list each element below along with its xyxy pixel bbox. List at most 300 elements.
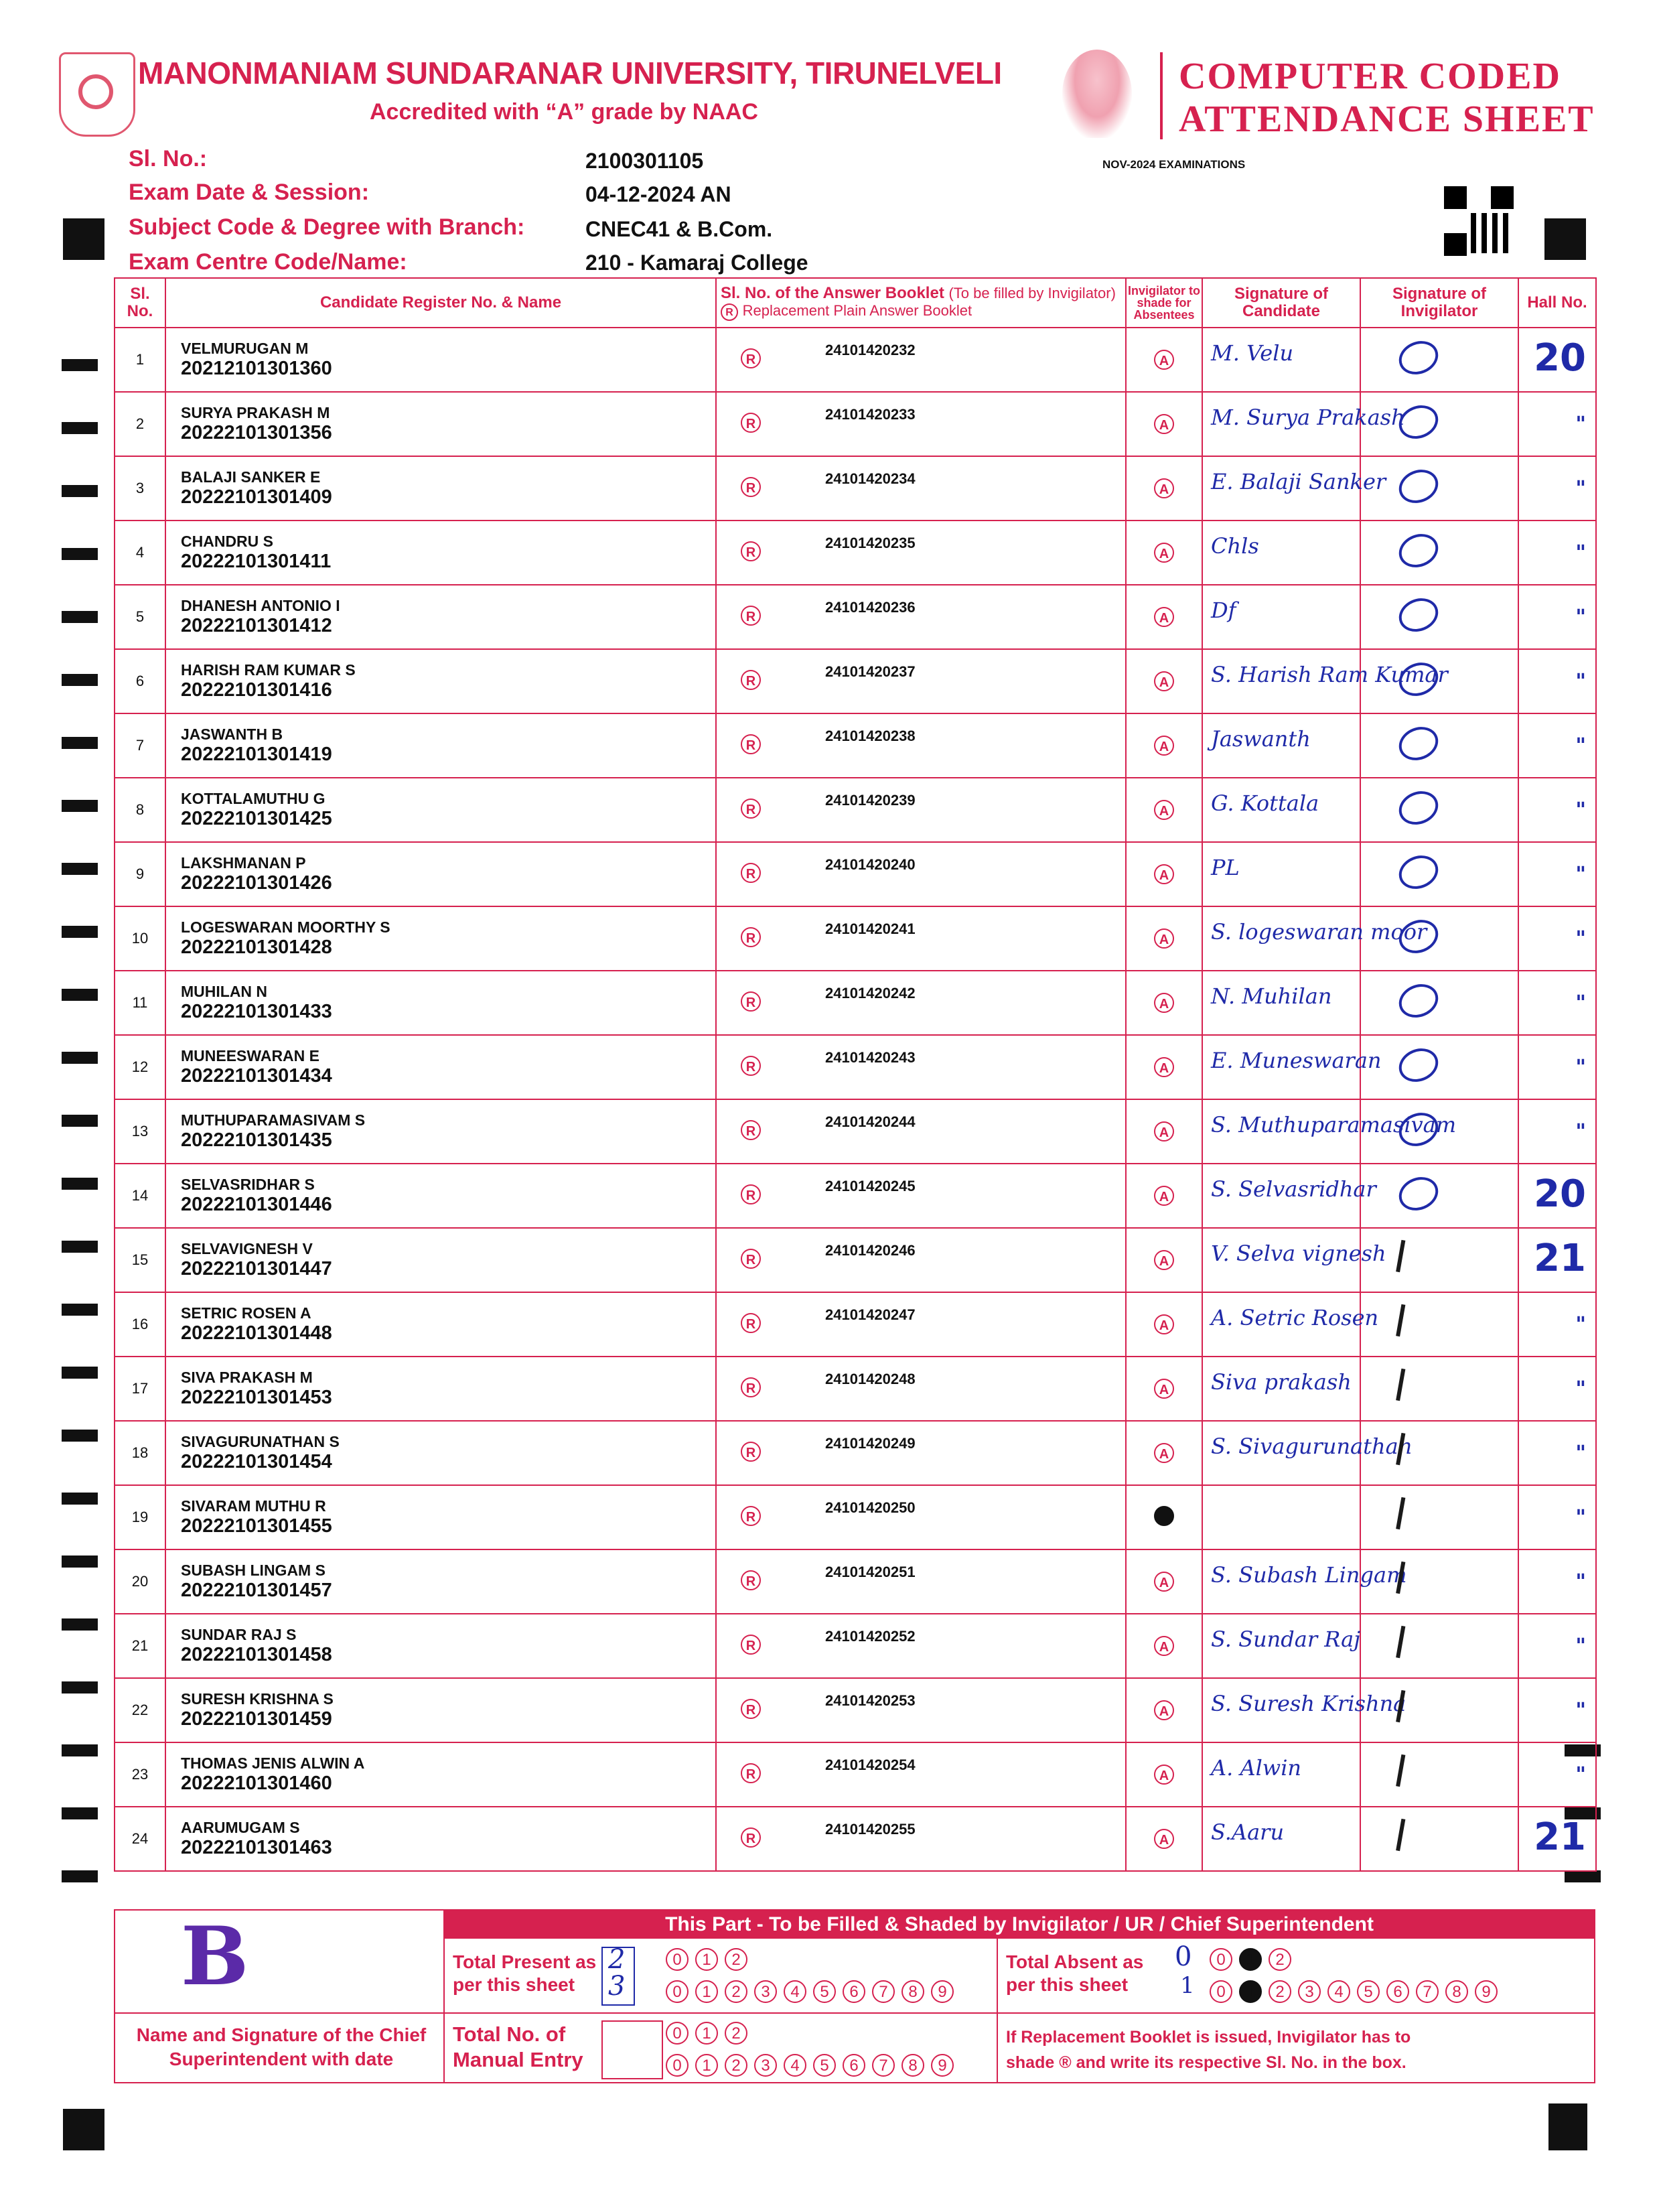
booklet-cell[interactable]	[716, 456, 1126, 521]
candidate-signature-cell[interactable]	[1202, 1549, 1407, 1614]
absent-a-icon[interactable]: A	[1154, 478, 1174, 498]
hall-cell[interactable]	[1518, 1807, 1596, 1871]
invigilator-signature-cell[interactable]	[1360, 1292, 1518, 1357]
hall-cell[interactable]	[1518, 1485, 1596, 1549]
invigilator-signature-cell[interactable]	[1360, 649, 1518, 713]
digit-bubble[interactable]: 0	[666, 2054, 689, 2077]
row-sl-no: 13	[115, 1099, 165, 1164]
booklet-cell[interactable]	[716, 649, 1126, 713]
absent-cell[interactable]	[1126, 1421, 1202, 1485]
absent-cell[interactable]	[1126, 1164, 1202, 1228]
replacement-r-icon[interactable]: R	[741, 1699, 761, 1719]
registration-mark	[1544, 218, 1586, 260]
absent-a-icon[interactable]: A	[1154, 1379, 1174, 1399]
hall-cell[interactable]	[1518, 1228, 1596, 1292]
total-present-label: Total Present as per this sheet	[453, 1951, 597, 1995]
hall-cell[interactable]	[1518, 971, 1596, 1035]
table-row	[115, 713, 1596, 778]
hall-cell[interactable]	[1518, 1099, 1596, 1164]
candidate-signature-cell[interactable]	[1202, 456, 1386, 521]
row-sl-no: 12	[115, 1035, 165, 1099]
booklet-cell[interactable]	[716, 1678, 1126, 1742]
exam-date-label: Exam Date & Session:	[129, 180, 370, 205]
hall-cell[interactable]	[1518, 1549, 1596, 1614]
candidate-name: SURESH KRISHNA S	[181, 1690, 334, 1708]
hall-cell[interactable]	[1518, 1357, 1596, 1421]
candidate-signature-cell[interactable]	[1202, 778, 1360, 842]
absent-a-icon[interactable]: A	[1154, 414, 1174, 434]
invigilator-signature-cell[interactable]	[1360, 1614, 1518, 1678]
invigilator-signature-cell[interactable]	[1360, 1164, 1518, 1228]
digit-bubble[interactable]: 8	[901, 2054, 924, 2077]
replacement-r-icon[interactable]: R	[741, 606, 761, 626]
present-tens-bubbles[interactable]	[666, 1948, 754, 1971]
candidate-signature-cell[interactable]	[1202, 906, 1427, 971]
hall-cell[interactable]	[1518, 1678, 1596, 1742]
booklet-cell[interactable]	[716, 1485, 1126, 1549]
absent-cell[interactable]	[1126, 906, 1202, 971]
invigilator-signature-cell[interactable]	[1360, 1742, 1518, 1807]
row-sl-no: 20	[115, 1549, 165, 1614]
booklet-cell[interactable]	[716, 906, 1126, 971]
candidate-signature-cell[interactable]	[1202, 1357, 1360, 1421]
hall-cell[interactable]	[1518, 1035, 1596, 1099]
booklet-number: 24101420245	[825, 1178, 916, 1194]
candidate-name: MUNEESWARAN E	[181, 1047, 320, 1064]
invigilator-signature-cell[interactable]	[1360, 1485, 1518, 1549]
digit-bubble[interactable]: 0	[1210, 1948, 1232, 1971]
absent-cell[interactable]	[1126, 585, 1202, 649]
digit-bubble[interactable]: 1	[695, 1948, 718, 1971]
university-name: MANONMANIAM SUNDARANAR UNIVERSITY, TIRUNELVELI	[138, 56, 1002, 90]
digit-bubble[interactable]: 9	[1475, 1980, 1498, 2003]
candidate-cell	[165, 1228, 716, 1292]
timing-mark	[62, 1241, 98, 1253]
timing-mark	[62, 674, 98, 686]
absent-cell[interactable]	[1126, 1549, 1202, 1614]
booklet-cell[interactable]	[716, 1099, 1126, 1164]
invigilator-signature-cell[interactable]	[1360, 1035, 1518, 1099]
timing-mark	[62, 800, 98, 812]
table-row	[115, 392, 1596, 456]
candidate-cell	[165, 649, 716, 713]
digit-bubble[interactable]: 2	[1269, 1980, 1291, 2003]
hall-cell[interactable]	[1518, 1164, 1596, 1228]
replacement-note: If Replacement Booklet is issued, Invigilator has to shade ® and write its respective Sl. No. in the box.	[1006, 2028, 1411, 2072]
absent-a-icon[interactable]: A	[1154, 350, 1174, 370]
digit-bubble[interactable]: 1	[1239, 1980, 1262, 2003]
hall-cell[interactable]	[1518, 1614, 1596, 1678]
hall-cell[interactable]	[1518, 778, 1596, 842]
candidate-signature: Jaswanth	[1211, 726, 1311, 752]
absent-a-icon[interactable]: A	[1154, 607, 1174, 627]
candidate-name: KOTTALAMUTHU G	[181, 790, 326, 807]
digit-bubble[interactable]: 9	[931, 2054, 954, 2077]
candidate-register-no: 20222101301425	[181, 808, 332, 829]
invigilator-signature-cell[interactable]	[1360, 1421, 1518, 1485]
booklet-cell[interactable]	[716, 585, 1126, 649]
replacement-r-icon[interactable]: R	[741, 1442, 761, 1462]
candidate-signature-cell[interactable]	[1202, 1035, 1382, 1099]
invigilator-signature-cell[interactable]	[1360, 842, 1518, 906]
absent-a-icon[interactable]: A	[1154, 928, 1174, 949]
timing-mark	[62, 1493, 98, 1505]
candidate-name: SELVAVIGNESH V	[181, 1240, 313, 1257]
absent-cell[interactable]	[1126, 1485, 1202, 1549]
candidate-signature: G. Kottala	[1211, 790, 1319, 816]
absent-cell[interactable]	[1126, 1742, 1202, 1807]
absent-cell[interactable]	[1126, 1807, 1202, 1871]
manual-units-bubbles[interactable]	[666, 2054, 960, 2077]
candidate-cell	[165, 1678, 716, 1742]
table-row	[115, 1678, 1596, 1742]
booklet-number: 24101420250	[825, 1499, 916, 1516]
invigilator-signature-cell[interactable]	[1360, 906, 1518, 971]
present-digit-2: 3	[608, 1971, 626, 2002]
candidate-signature-cell[interactable]	[1202, 1742, 1360, 1807]
invigilator-signature-cell[interactable]	[1360, 1099, 1518, 1164]
candidate-register-no: 20222101301459	[181, 1708, 332, 1730]
hall-cell[interactable]	[1518, 328, 1596, 392]
table-row	[115, 1164, 1596, 1228]
candidate-register-no: 20222101301457	[181, 1580, 332, 1601]
candidate-signature-cell[interactable]	[1202, 713, 1360, 778]
candidate-signature-cell[interactable]	[1202, 1292, 1379, 1357]
table-row	[115, 1421, 1596, 1485]
absent-cell[interactable]	[1126, 1678, 1202, 1742]
absent-a-icon[interactable]: A	[1154, 1572, 1174, 1592]
digit-bubble[interactable]: 2	[725, 1980, 747, 2003]
hall-cell[interactable]	[1518, 713, 1596, 778]
booklet-number: 24101420232	[825, 342, 916, 358]
candidate-cell	[165, 713, 716, 778]
candidate-register-no: 20222101301460	[181, 1773, 332, 1794]
invigilator-signature-cell[interactable]	[1360, 1678, 1518, 1742]
absent-a-icon[interactable]: A	[1154, 1700, 1174, 1720]
digit-bubble[interactable]: 2	[1269, 1948, 1291, 1971]
table-row	[115, 971, 1596, 1035]
candidate-signature: S. Suresh Krishna	[1211, 1691, 1406, 1716]
candidate-register-no: 20222101301411	[181, 551, 332, 572]
centre-label: Exam Centre Code/Name:	[129, 249, 407, 275]
booklet-number: 24101420239	[825, 792, 916, 809]
replacement-r-icon[interactable]: R	[741, 1763, 761, 1783]
booklet-number: 24101420251	[825, 1564, 916, 1580]
replacement-r-icon[interactable]: R	[741, 1377, 761, 1397]
absent-cell[interactable]	[1126, 456, 1202, 521]
candidate-signature-cell[interactable]	[1202, 521, 1360, 585]
digit-bubble[interactable]: 1	[1239, 1948, 1262, 1971]
table-row	[115, 1549, 1596, 1614]
invigilator-signature-cell[interactable]	[1360, 585, 1518, 649]
candidate-signature-cell[interactable]	[1202, 649, 1448, 713]
candidate-signature-cell[interactable]	[1202, 392, 1405, 456]
candidate-signature-cell[interactable]	[1202, 1807, 1360, 1871]
invigilator-signature-cell[interactable]	[1360, 521, 1518, 585]
invigilator-signature-cell[interactable]	[1360, 456, 1518, 521]
row-sl-no: 16	[115, 1292, 165, 1357]
booklet-cell[interactable]	[716, 1742, 1126, 1807]
hall-cell[interactable]	[1518, 1421, 1596, 1485]
digit-bubble[interactable]: 6	[843, 2054, 865, 2077]
absent-cell[interactable]	[1126, 842, 1202, 906]
timing-mark	[62, 548, 98, 560]
absent-a-icon[interactable]: A	[1154, 1765, 1174, 1785]
digit-bubble[interactable]: 0	[666, 1980, 689, 2003]
absent-tens-bubbles[interactable]	[1210, 1948, 1298, 1971]
absent-cell[interactable]	[1126, 328, 1202, 392]
digit-bubble[interactable]: 0	[666, 1948, 689, 1971]
divider	[443, 2012, 1595, 2014]
hall-cell[interactable]	[1518, 1742, 1596, 1807]
table-row	[115, 585, 1596, 649]
digit-bubble[interactable]: 2	[725, 2022, 747, 2045]
booklet-cell[interactable]	[716, 328, 1126, 392]
header-divider	[1160, 52, 1163, 139]
digit-bubble[interactable]: 4	[1327, 1980, 1350, 2003]
timing-mark	[62, 1178, 98, 1190]
absent-cell[interactable]	[1126, 713, 1202, 778]
absent-a-icon[interactable]: A	[1154, 993, 1174, 1013]
booklet-cell[interactable]	[716, 842, 1126, 906]
booklet-cell[interactable]	[716, 1292, 1126, 1357]
invigilator-signature-image	[1396, 1304, 1428, 1340]
absent-a-icon[interactable]: A	[1154, 543, 1174, 563]
invigilator-signature-cell[interactable]	[1360, 392, 1518, 456]
booklet-number: 24101420254	[825, 1756, 916, 1773]
digit-bubble[interactable]: 7	[872, 2054, 895, 2077]
replacement-r-icon[interactable]: R	[741, 1056, 761, 1076]
absent-a-icon[interactable]: A	[1154, 800, 1174, 820]
candidate-signature-cell[interactable]	[1202, 328, 1360, 392]
digit-bubble[interactable]: 1	[695, 2054, 718, 2077]
replacement-r-icon[interactable]: R	[741, 348, 761, 368]
digit-bubble[interactable]: 2	[725, 2054, 747, 2077]
hall-cell[interactable]	[1518, 456, 1596, 521]
booklet-number: 24101420237	[825, 663, 916, 680]
booklet-cell[interactable]	[716, 1549, 1126, 1614]
candidate-cell	[165, 906, 716, 971]
col-candidate: Candidate Register No. & Name	[165, 278, 716, 328]
hall-cell[interactable]	[1518, 392, 1596, 456]
digit-bubble[interactable]: 4	[784, 2054, 806, 2077]
digit-bubble[interactable]: 3	[754, 2054, 777, 2077]
digit-bubble[interactable]: 4	[784, 1980, 806, 2003]
hall-number: "	[1575, 1699, 1586, 1722]
digit-bubble[interactable]: 0	[666, 2022, 689, 2045]
candidate-signature-cell[interactable]	[1202, 842, 1360, 906]
invigilator-signature-cell[interactable]	[1360, 1807, 1518, 1871]
digit-bubble[interactable]: 1	[695, 2022, 718, 2045]
digit-bubble[interactable]: 6	[1386, 1980, 1409, 2003]
digit-bubble[interactable]: 7	[1416, 1980, 1439, 2003]
candidate-signature-cell[interactable]	[1202, 1614, 1360, 1678]
digit-bubble[interactable]: 2	[725, 1948, 747, 1971]
invigilator-signature-image	[1394, 721, 1443, 766]
replacement-r-icon[interactable]: R	[741, 734, 761, 754]
absent-cell[interactable]	[1126, 1614, 1202, 1678]
booklet-number: 24101420252	[825, 1628, 916, 1645]
replacement-r-icon[interactable]: R	[741, 541, 761, 561]
digit-bubble[interactable]: 3	[1298, 1980, 1321, 2003]
absent-a-icon[interactable]: A	[1154, 1829, 1174, 1849]
hall-number: "	[1575, 1506, 1586, 1529]
replacement-r-icon[interactable]: R	[741, 413, 761, 433]
timing-mark	[62, 1304, 98, 1316]
replacement-r-icon[interactable]: R	[741, 1249, 761, 1269]
booklet-cell[interactable]	[716, 521, 1126, 585]
absent-a-icon[interactable]: A	[1154, 1186, 1174, 1206]
hall-cell[interactable]	[1518, 1292, 1596, 1357]
absent-a-icon[interactable]: A	[1154, 1636, 1174, 1656]
absent-cell[interactable]	[1126, 1292, 1202, 1357]
booklet-cell[interactable]	[716, 778, 1126, 842]
hall-number: "	[1575, 799, 1586, 822]
replacement-r-icon[interactable]: R	[741, 1120, 761, 1140]
booklet-cell[interactable]	[716, 1228, 1126, 1292]
replacement-r-icon[interactable]: R	[741, 1635, 761, 1655]
invigilator-signature-cell[interactable]	[1360, 713, 1518, 778]
booklet-number: 24101420241	[825, 920, 916, 937]
absent-a-icon[interactable]: A	[1154, 1250, 1174, 1270]
replacement-r-icon[interactable]: R	[741, 991, 761, 1012]
absent-cell[interactable]	[1126, 778, 1202, 842]
booklet-cell[interactable]	[716, 713, 1126, 778]
invigilator-signature-cell[interactable]	[1360, 328, 1518, 392]
absent-a-icon[interactable]: A	[1154, 1057, 1174, 1077]
replacement-r-icon[interactable]: R	[741, 927, 761, 947]
booklet-cell[interactable]	[716, 1614, 1126, 1678]
digit-bubble[interactable]: 8	[1445, 1980, 1468, 2003]
col-booklet-hint: (To be filled by Invigilator)	[948, 285, 1116, 301]
row-sl-no: 4	[115, 521, 165, 585]
digit-bubble[interactable]: 5	[813, 2054, 836, 2077]
sl-no-value: 2100301105	[585, 149, 704, 173]
replacement-r-icon[interactable]: R	[741, 1827, 761, 1848]
absent-a-icon[interactable]: A	[1154, 1121, 1174, 1142]
absent-a-icon[interactable]: A	[1154, 1443, 1174, 1463]
table-header-row	[115, 278, 1596, 328]
hall-cell[interactable]	[1518, 649, 1596, 713]
invigilator-signature-cell[interactable]	[1360, 1357, 1518, 1421]
candidate-signature-cell[interactable]	[1202, 971, 1360, 1035]
candidate-signature: S. Subash Lingam	[1211, 1562, 1407, 1588]
digit-bubble[interactable]: 6	[843, 1980, 865, 2003]
invigilator-signature-cell[interactable]	[1360, 1228, 1518, 1292]
replacement-r-icon[interactable]: R	[741, 1184, 761, 1204]
candidate-signature-cell[interactable]	[1202, 1678, 1406, 1742]
invigilator-signature-cell[interactable]	[1360, 971, 1518, 1035]
absent-units-bubbles[interactable]	[1210, 1980, 1504, 2003]
replacement-r-icon[interactable]: R	[741, 1570, 761, 1590]
total-present-box[interactable]	[601, 1944, 635, 2006]
candidate-name: LAKSHMANAN P	[181, 854, 306, 872]
registration-mark	[63, 218, 104, 260]
booklet-cell[interactable]	[716, 971, 1126, 1035]
absent-a-icon[interactable]: A	[1154, 736, 1174, 756]
digit-bubble[interactable]: 1	[695, 1980, 718, 2003]
candidate-signature-cell[interactable]	[1202, 1099, 1457, 1164]
digit-bubble[interactable]: 9	[931, 1980, 954, 2003]
digit-bubble[interactable]: 0	[1210, 1980, 1232, 2003]
absent-cell[interactable]	[1126, 971, 1202, 1035]
absent-cell[interactable]	[1126, 1357, 1202, 1421]
invigilator-signature-image	[1394, 336, 1443, 381]
absent-a-icon[interactable]: A	[1154, 864, 1174, 884]
hall-cell[interactable]	[1518, 842, 1596, 906]
candidate-signature-cell[interactable]	[1202, 1228, 1386, 1292]
present-units-bubbles[interactable]	[666, 1980, 960, 2003]
candidate-signature-cell[interactable]	[1202, 1485, 1360, 1549]
absent-cell[interactable]	[1126, 649, 1202, 713]
present-digit-1: 2	[608, 1944, 626, 1975]
row-sl-no: 9	[115, 842, 165, 906]
candidate-name: LOGESWARAN MOORTHY S	[181, 918, 390, 936]
manual-entry-box[interactable]	[601, 2020, 663, 2079]
digit-bubble[interactable]: 8	[901, 1980, 924, 2003]
hall-cell[interactable]	[1518, 585, 1596, 649]
absent-a-icon[interactable]: A	[1154, 1314, 1174, 1334]
booklet-cell[interactable]	[716, 1164, 1126, 1228]
absent-cell[interactable]	[1126, 1035, 1202, 1099]
hall-number: "	[1575, 1120, 1586, 1144]
booklet-cell[interactable]	[716, 392, 1126, 456]
booklet-cell[interactable]	[716, 1357, 1126, 1421]
sheet-title-line1: COMPUTER CODED	[1179, 56, 1561, 97]
absent-cell[interactable]	[1126, 1099, 1202, 1164]
replacement-r-icon[interactable]: R	[741, 477, 761, 497]
invigilator-signature-cell[interactable]	[1360, 1549, 1518, 1614]
candidate-cell	[165, 1035, 716, 1099]
digit-bubble[interactable]: 3	[754, 1980, 777, 2003]
table-row	[115, 906, 1596, 971]
candidate-signature-cell[interactable]	[1202, 1164, 1376, 1228]
manual-tens-bubbles[interactable]	[666, 2022, 754, 2045]
booklet-cell[interactable]	[716, 1035, 1126, 1099]
absent-cell[interactable]	[1126, 392, 1202, 456]
invigilator-signature-cell[interactable]	[1360, 778, 1518, 842]
replacement-r-icon[interactable]: R	[741, 863, 761, 883]
candidate-name: SUNDAR RAJ S	[181, 1626, 297, 1643]
divider	[443, 1909, 445, 2083]
replacement-r-icon[interactable]: R	[741, 799, 761, 819]
digit-bubble[interactable]: 7	[872, 1980, 895, 2003]
booklet-cell[interactable]	[716, 1421, 1126, 1485]
hall-cell[interactable]	[1518, 521, 1596, 585]
digit-bubble[interactable]: 5	[813, 1980, 836, 2003]
replacement-r-icon[interactable]: R	[741, 1313, 761, 1333]
timing-mark	[62, 1870, 98, 1882]
hall-number: "	[1575, 477, 1586, 500]
absent-shaded-icon[interactable]	[1154, 1506, 1174, 1526]
hall-number: 20	[1534, 336, 1586, 380]
replacement-r-icon[interactable]: R	[741, 670, 761, 690]
absent-cell[interactable]	[1126, 521, 1202, 585]
absent-cell[interactable]	[1126, 1228, 1202, 1292]
replacement-r-icon[interactable]: R	[741, 1506, 761, 1526]
hall-cell[interactable]	[1518, 906, 1596, 971]
exam-date-value: 04-12-2024 AN	[585, 182, 731, 206]
candidate-signature: S. Harish Ram Kumar	[1211, 662, 1448, 687]
candidate-register-no: 20222101301434	[181, 1065, 332, 1087]
candidate-signature-cell[interactable]	[1202, 1421, 1413, 1485]
absent-a-icon[interactable]: A	[1154, 671, 1174, 691]
digit-bubble[interactable]: 5	[1357, 1980, 1380, 2003]
booklet-cell[interactable]	[716, 1807, 1126, 1871]
table-row	[115, 1614, 1596, 1678]
candidate-name: HARISH RAM KUMAR S	[181, 661, 356, 679]
candidate-signature-cell[interactable]	[1202, 585, 1360, 649]
